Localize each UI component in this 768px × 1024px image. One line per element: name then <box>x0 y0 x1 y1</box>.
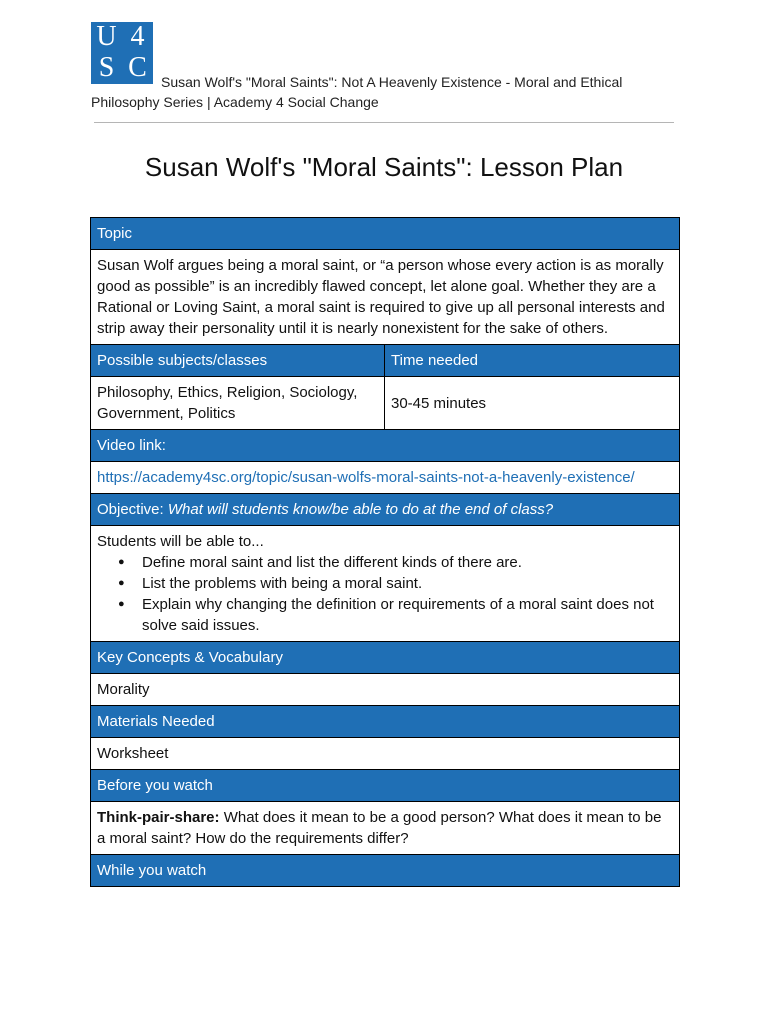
objective-body-row <box>91 526 680 642</box>
objective-header-row <box>91 494 680 526</box>
logo-letter: U <box>96 21 117 52</box>
video-link[interactable]: https://academy4sc.org/topic/susan-wolfs-moral-saints-not-a-heavenly-existence/ <box>97 469 635 486</box>
materials-header-row <box>91 706 680 738</box>
lesson-plan-table <box>90 217 680 887</box>
header-divider <box>94 122 674 123</box>
list-item: ● Explain why changing the definition or requirements of a moral saint does not solve said issues. <box>142 594 673 636</box>
before-body-row <box>91 802 680 855</box>
subjects-time-body-row <box>91 377 680 430</box>
subjects-label: Possible subjects/classes <box>91 345 385 377</box>
topic-header-row <box>91 218 680 250</box>
time-label: Time needed <box>385 345 680 377</box>
during-header-row <box>91 855 680 887</box>
objective-question: What will students know/be able to do at the end of class? <box>167 501 554 518</box>
video-body-row <box>91 462 680 494</box>
logo-letter: 4 <box>130 21 145 52</box>
video-label: Video link: <box>91 430 680 462</box>
before-text: What does it mean to be a good person? What does it mean to be a moral saint? How do the requirements differ? <box>97 809 662 847</box>
materials-value: Worksheet <box>91 738 680 770</box>
materials-label: Materials Needed <box>91 706 680 738</box>
logo-letter: C <box>128 52 147 83</box>
subjects-time-header-row <box>91 345 680 377</box>
list-item: ● Define moral saint and list the different kinds of there are. <box>142 552 673 573</box>
during-label: While you watch <box>91 855 680 887</box>
concepts-body-row <box>91 674 680 706</box>
concepts-value: Morality <box>91 674 680 706</box>
before-bold-label: Think-pair-share: <box>97 809 220 826</box>
before-header-row <box>91 770 680 802</box>
topic-text: Susan Wolf argues being a moral saint, or “a person whose every action is as morally good as possible” is an incredibly flawed concept, let alone goal. Whether they are a Rational or Loving Saint, a moral saint is required to give up all personal interests and strip away their personality until it is nearly nonexistent for the sake of others. <box>91 250 680 345</box>
topic-label: Topic <box>91 218 680 250</box>
objective-label: Objective: <box>97 501 164 518</box>
page-title: Susan Wolf's "Moral Saints": Lesson Plan <box>144 152 624 182</box>
concepts-header-row <box>91 642 680 674</box>
time-value: 30-45 minutes <box>385 377 680 430</box>
objective-list <box>97 552 673 636</box>
concepts-label: Key Concepts & Vocabulary <box>91 642 680 674</box>
logo-letter: S <box>98 52 115 83</box>
topic-body-row <box>91 250 680 345</box>
list-item: ● List the problems with being a moral saint. <box>142 573 673 594</box>
video-header-row <box>91 430 680 462</box>
subjects-value: Philosophy, Ethics, Religion, Sociology, Government, Politics <box>91 377 385 430</box>
before-label: Before you watch <box>91 770 680 802</box>
header-title: Susan Wolf's "Moral Saints": Not A Heavenly Existence - Moral and Ethical Philosophy Series | Academy 4 Social Change <box>91 74 623 110</box>
materials-body-row <box>91 738 680 770</box>
objective-intro: Students will be able to... <box>97 533 264 550</box>
